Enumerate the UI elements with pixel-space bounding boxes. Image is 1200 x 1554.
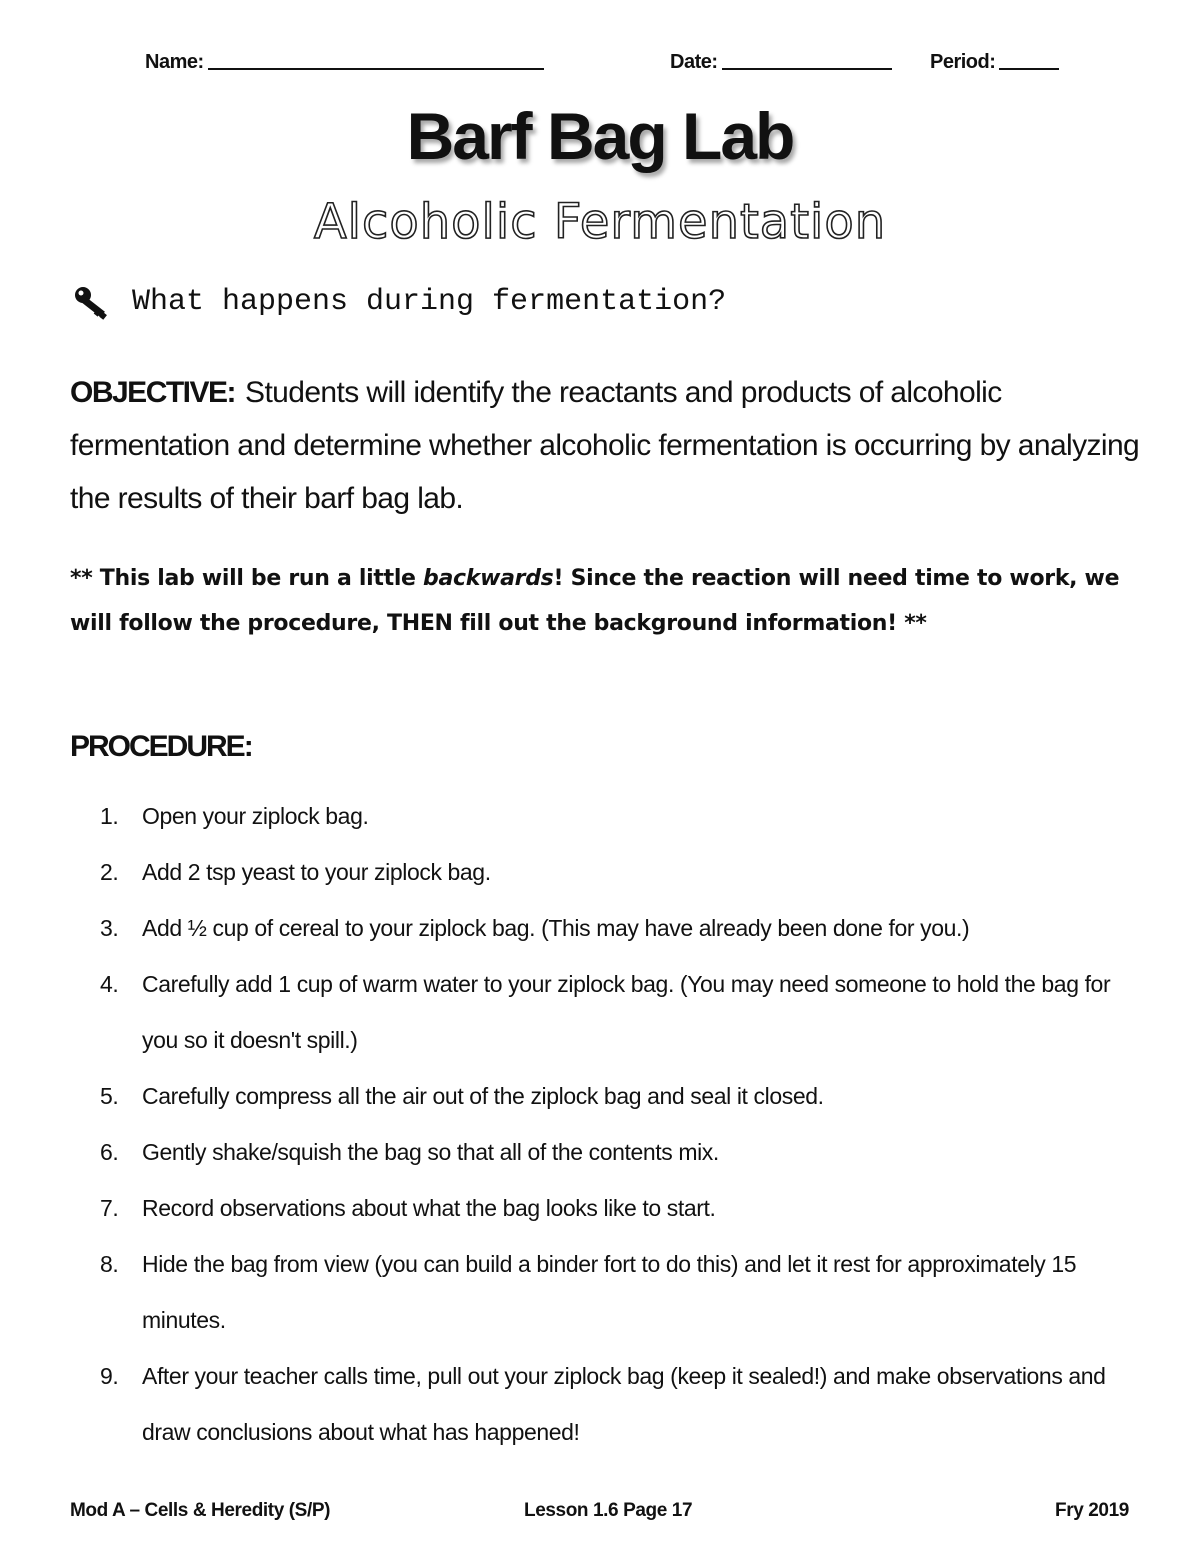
objective-label: OBJECTIVE: xyxy=(70,376,236,409)
step-text: Open your ziplock bag. xyxy=(142,803,369,829)
name-field xyxy=(145,50,544,74)
step-number: 8. xyxy=(100,1251,119,1277)
note-suffix: ! Since the reaction will need time to work, we will follow the procedure, THEN fill out the background information! ** xyxy=(70,566,1120,636)
procedure-step xyxy=(100,900,1130,956)
name-label: Name: xyxy=(145,51,204,73)
step-text: Add 2 tsp yeast to your ziplock bag. xyxy=(142,859,491,885)
note-prefix: ** This lab will be run a little xyxy=(70,566,424,591)
step-number: 6. xyxy=(100,1139,119,1165)
name-blank[interactable] xyxy=(208,50,544,70)
lab-note xyxy=(70,556,1150,646)
procedure-step xyxy=(100,844,1130,900)
date-field xyxy=(670,50,892,74)
step-number: 5. xyxy=(100,1083,119,1109)
essential-question xyxy=(72,284,726,320)
procedure-list xyxy=(100,788,1130,1460)
step-number: 1. xyxy=(100,803,119,829)
step-text: Add ½ cup of cereal to your ziplock bag. (This may have already been done for you.) xyxy=(142,915,970,941)
question-text: What happens during fermentation? xyxy=(132,285,727,319)
step-number: 2. xyxy=(100,859,119,885)
step-text: Hide the bag from view (you can build a binder fort to do this) and let it rest for approximately 15 minutes. xyxy=(142,1251,1077,1333)
step-text: After your teacher calls time, pull out your ziplock bag (keep it sealed!) and make observations and draw conclusions about what has happened! xyxy=(142,1363,1106,1445)
footer-module: Mod A – Cells & Heredity (S/P) xyxy=(70,1500,331,1521)
procedure-step xyxy=(100,1236,1130,1348)
procedure-heading: PROCEDURE: xyxy=(70,730,252,763)
procedure-step xyxy=(100,956,1130,1068)
key-icon xyxy=(72,284,112,320)
step-text: Record observations about what the bag looks like to start. xyxy=(142,1195,716,1221)
step-text: Gently shake/squish the bag so that all of the contents mix. xyxy=(142,1139,719,1165)
procedure-step xyxy=(100,1180,1130,1236)
objective-paragraph xyxy=(70,366,1140,525)
page-title: Barf Bag Lab xyxy=(406,99,794,173)
period-label: Period: xyxy=(930,51,996,73)
step-number: 4. xyxy=(100,971,119,997)
step-text: Carefully add 1 cup of warm water to your ziplock bag. (You may need someone to hold the bag for you so it doesn't spill.) xyxy=(142,971,1111,1053)
date-blank[interactable] xyxy=(722,50,892,70)
procedure-step xyxy=(100,788,1130,844)
step-text: Carefully compress all the air out of the ziplock bag and seal it closed. xyxy=(142,1083,824,1109)
step-number: 3. xyxy=(100,915,119,941)
date-label: Date: xyxy=(670,51,718,73)
period-field xyxy=(930,50,1059,74)
note-emphasis: backwards xyxy=(423,566,554,591)
step-number: 9. xyxy=(100,1363,119,1389)
period-blank[interactable] xyxy=(999,50,1059,70)
procedure-step xyxy=(100,1068,1130,1124)
objective-text: Students will identify the reactants and products of alcoholic fermentation and determine whether alcoholic fermentation is occurring by analyzing the results of their barf bag lab. xyxy=(70,376,1140,515)
page-subtitle: Alcoholic Fermentation xyxy=(313,194,887,250)
procedure-step xyxy=(100,1124,1130,1180)
step-number: 7. xyxy=(100,1195,119,1221)
footer-author: Fry 2019 xyxy=(1055,1500,1129,1521)
footer-page: Lesson 1.6 Page 17 xyxy=(524,1500,693,1521)
procedure-step xyxy=(100,1348,1130,1460)
